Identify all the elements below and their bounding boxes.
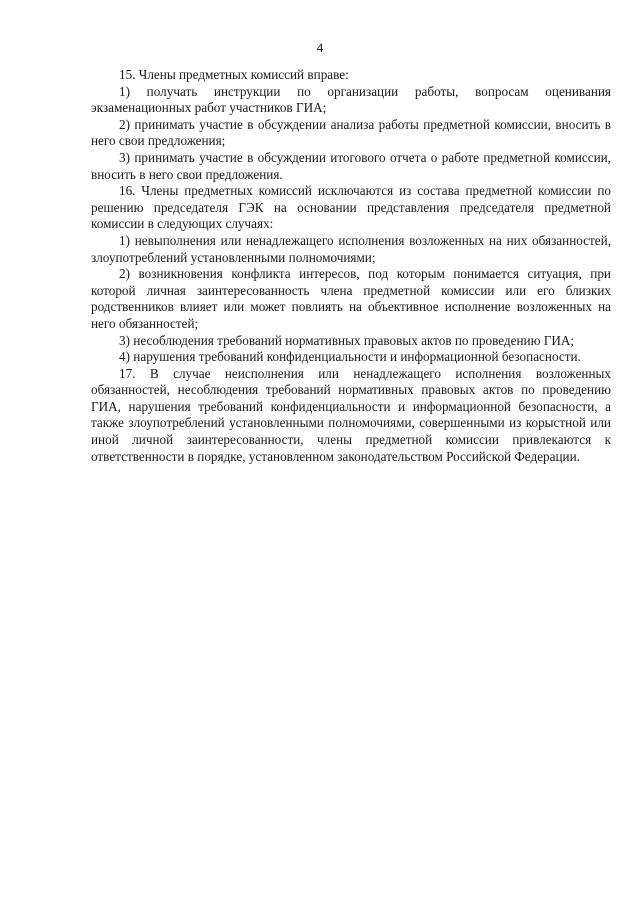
- page-number: 4: [316, 40, 324, 55]
- paragraph-15-item-1: 1) получать инструкции по организации работы, вопросам оценивания экзаменационных работ участников ГИА;: [91, 83, 611, 116]
- document-body: [91, 67, 611, 465]
- paragraph-16-item-4: 4) нарушения требований конфиденциальности и информационной безопасности.: [119, 349, 581, 365]
- paragraph-16-item-1: 1) невыполнения или ненадлежащего исполнения возложенных на них обязанностей, злоупотреблений установленными полномочиями;: [91, 232, 611, 265]
- paragraph-15-item-2: 2) принимать участие в обсуждении анализа работы предметной комиссии, вносить в него свои предложения;: [91, 116, 611, 149]
- paragraph-16-item-2: 2) возникновения конфликта интересов, под которым понимается ситуация, при которой личная заинтересованность члена предметной комиссии или его близких родственников влияет или может повлиять на объективное исполнение возложенных на него обязанностей;: [91, 266, 611, 331]
- paragraph-15-item-3: 3) принимать участие в обсуждении итогового отчета о работе предметной комиссии, вносить в него свои предложения.: [91, 149, 611, 182]
- paragraph-17: 17. В случае неисполнения или ненадлежащего исполнения возложенных обязанностей, несоблюдения требований нормативных правовых актов по проведению ГИА, нарушения требований конфиденциальности и информационной безопасности, а также злоупотреблений установленными полномочиями, совершенными из корыстной или иной личной заинтересованности, члены предметной комиссии привлекаются к ответственности в порядке, установленном законодательством Российской Федерации.: [91, 365, 611, 464]
- paragraph-16-item-3: 3) несоблюдения требований нормативных правовых актов по проведению ГИА;: [119, 332, 575, 348]
- paragraph-15-heading: 15. Члены предметных комиссий вправе:: [119, 67, 349, 82]
- paragraph-16-heading: 16. Члены предметных комиссий исключаются из состава предметной комиссии по решению председателя ГЭК на основании представления председателя предметной комиссии в следующих случаях:: [91, 183, 611, 232]
